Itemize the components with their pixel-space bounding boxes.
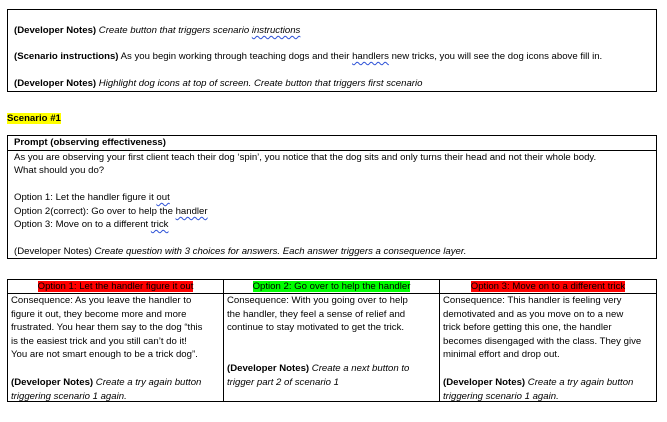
option-1-column xyxy=(8,280,224,401)
prompt-option-2: Option 2(correct): Go over to help the handler xyxy=(14,206,208,217)
prompt-box xyxy=(7,135,657,259)
prompt-dev-note: (Developer Notes) Create question with 3 choices for answers. Each answer triggers a consequence layer. xyxy=(14,246,467,257)
prompt-option-3: Option 3: Move on to a different trick xyxy=(14,219,169,230)
scenario-instructions-line: (Scenario instructions) As you begin working through teaching dogs and their handlers new tricks, you will see the dog icons above fill in. xyxy=(14,51,603,62)
prompt-option-1: Option 1: Let the handler figure it out xyxy=(14,192,170,203)
option-3-consequence: Consequence: This handler is feeling very demotivated and as you move on to a new trick before getting this one, the handler becomes disengaged with the class. They give minimal effort and drop out. xyxy=(443,295,642,360)
option-3-header: Option 3: Move on to a different trick xyxy=(440,280,656,294)
prompt-header: Prompt (observing effectiveness) xyxy=(8,136,656,151)
dev-note-line-3: (Developer Notes) Highlight dog icons at top of screen. Create button that triggers first scenario xyxy=(14,78,423,89)
option-3-dev-note: (Developer Notes) Create a try again button triggering scenario 1 again. xyxy=(443,377,634,402)
option-3-column xyxy=(440,280,656,401)
prompt-question: What should you do? xyxy=(14,165,105,176)
prompt-body-line-1: As you are observing your first client teach their dog ‘spin’, you notice that the dog sits and only turns their head and not their whole body. xyxy=(14,152,597,163)
option-2-header: Option 2: Go over to help the handler xyxy=(224,280,439,294)
option-2-dev-note: (Developer Notes) Create a next button to trigger part 2 of scenario 1 xyxy=(227,363,410,388)
option-1-consequence: Consequence: As you leave the handler to figure it out, they become more and more frustrated. You hear them say to the dog “this is the easiest trick and you still can’t do it! You are not smart enough to be a trick dog”. xyxy=(11,295,203,360)
option-2-column xyxy=(224,280,440,401)
options-table xyxy=(7,279,657,402)
option-1-header: Option 1: Let the handler figure it out xyxy=(8,280,223,294)
developer-notes-box xyxy=(7,9,657,92)
dev-note-line-1: (Developer Notes) Create button that triggers scenario instructions xyxy=(14,25,301,36)
option-2-consequence: Consequence: With you going over to help the handler, they feel a sense of relief and continue to stay motivated to get the trick. xyxy=(227,295,408,333)
scenario-label: Scenario #1 xyxy=(7,113,61,124)
option-1-dev-note: (Developer Notes) Create a try again button triggering scenario 1 again. xyxy=(11,377,202,402)
